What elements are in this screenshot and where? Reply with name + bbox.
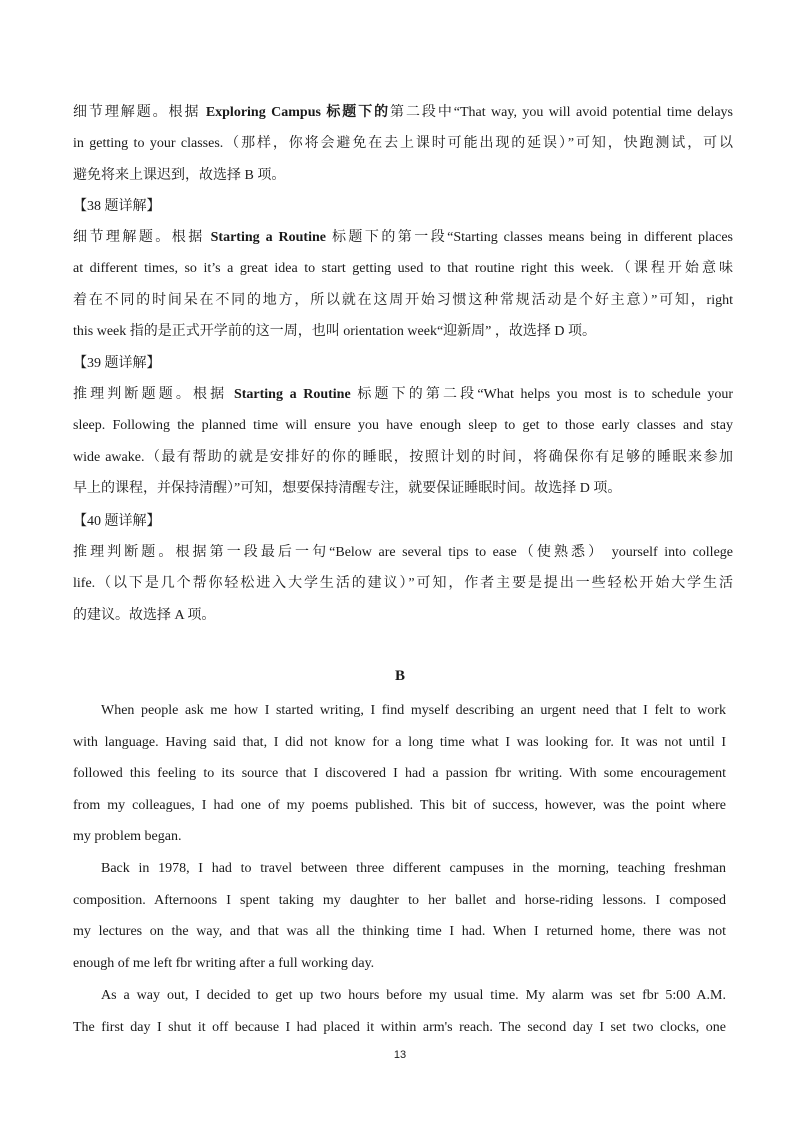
text-line: at different times, so it’s a great idea to start getting used to that routine right this week.（课程开始意味 <box>73 261 733 277</box>
text-line: As a way out, I decided to get up two hours before my usual time. My alarm was set fbr 5:00 A.M. <box>101 988 726 1003</box>
text-line: 着在不同的时间呆在不同的地方，所以就在这周开始习惯这种常规活动是个好主意）”可知，right <box>73 292 733 308</box>
text-line: 早上的课程，并保持清醒）”可知，想要保持清醒专注，就要保证睡眠时间。故选择 D 项。 <box>73 481 622 497</box>
text-line: my problem began. <box>73 829 182 845</box>
section-title: B <box>394 668 405 684</box>
text-line: life.（以下是几个帮你轻松进入大学生活的建议）”可知，作者主要是提出一些轻松开始大学生活 <box>73 576 733 592</box>
text-line: wide awake.（最有帮助的就是安排好的你的睡眠，按照计划的时间，将确保你有足够的睡眠来参加 <box>73 449 733 465</box>
text-line: 推理判断题题。根据 Starting a Routine 标题下的第二段“What helps you most is to schedule your <box>73 387 733 402</box>
heading-39: 【39 题详解】 <box>73 356 161 371</box>
answer-explanation-40 <box>73 537 733 631</box>
answer-explanation-38 <box>73 222 733 348</box>
text-line: Back in 1978, I had to travel between three different campuses in the morning, teaching freshman <box>101 861 726 876</box>
text-line: sleep. Following the planned time will ensure you have enough sleep to get to those early classes and stay <box>73 418 733 434</box>
text-line: this week 指的是正式开学前的这一周，也叫 orientation week“迎新周” ，故选择 D 项。 <box>73 324 596 340</box>
page-number: 13 <box>393 1049 407 1061</box>
text-line: enough of me left fbr writing after a full working day. <box>73 955 375 971</box>
text-line: 的建议。故选择 A 项。 <box>73 607 216 623</box>
text-line: 细节理解题。根据 Starting a Routine 标题下的第一段“Starting classes means being in different places <box>73 230 734 245</box>
text-line: When people ask me how I started writing, I find myself describing an urgent need that I felt to work <box>101 703 726 718</box>
passage-paragraph-1 <box>73 695 726 853</box>
text-line: The first day I shut it off because I had placed it within arm's reach. The second day I set two clocks, one <box>73 1019 726 1035</box>
heading-38: 【38 题详解】 <box>73 199 161 214</box>
answer-explanation-39 <box>73 379 733 505</box>
passage-paragraph-3 <box>73 980 726 1043</box>
text-line: composition. Afternoons I spent taking my daughter to her ballet and horse-riding lessons. I composed <box>73 892 726 908</box>
text-line: 推理判断题。根据第一段最后一句“Below are several tips to ease（使熟悉） yourself into college <box>73 545 733 560</box>
text-line: with language. Having said that, I did not know for a long time what I was looking for. It was not until I <box>73 734 726 750</box>
text-line: in getting to your classes.（那样，你将会避免在去上课时可能出现的延误）”可知，快跑测试，可以 <box>73 136 733 152</box>
passage-paragraph-2 <box>73 853 726 979</box>
text-line: followed this feeling to its source that I discovered I had a passion fbr writing. With some encouragement <box>73 766 726 782</box>
answer-explanation-37 <box>73 97 733 191</box>
text-line: from my colleagues, I had one of my poems published. This bit of success, however, was the point where <box>73 797 726 813</box>
text-line: my lectures on the way, and that was all the thinking time I had. When I returned home, there was not <box>73 924 726 940</box>
heading-40: 【40 题详解】 <box>73 514 161 529</box>
text-line: 避免将来上课迟到，故选择 B 项。 <box>73 167 286 183</box>
text-line: 细节理解题。根据 Exploring Campus 标题下的第二段中“That way, you will avoid potential time delays <box>73 105 733 120</box>
